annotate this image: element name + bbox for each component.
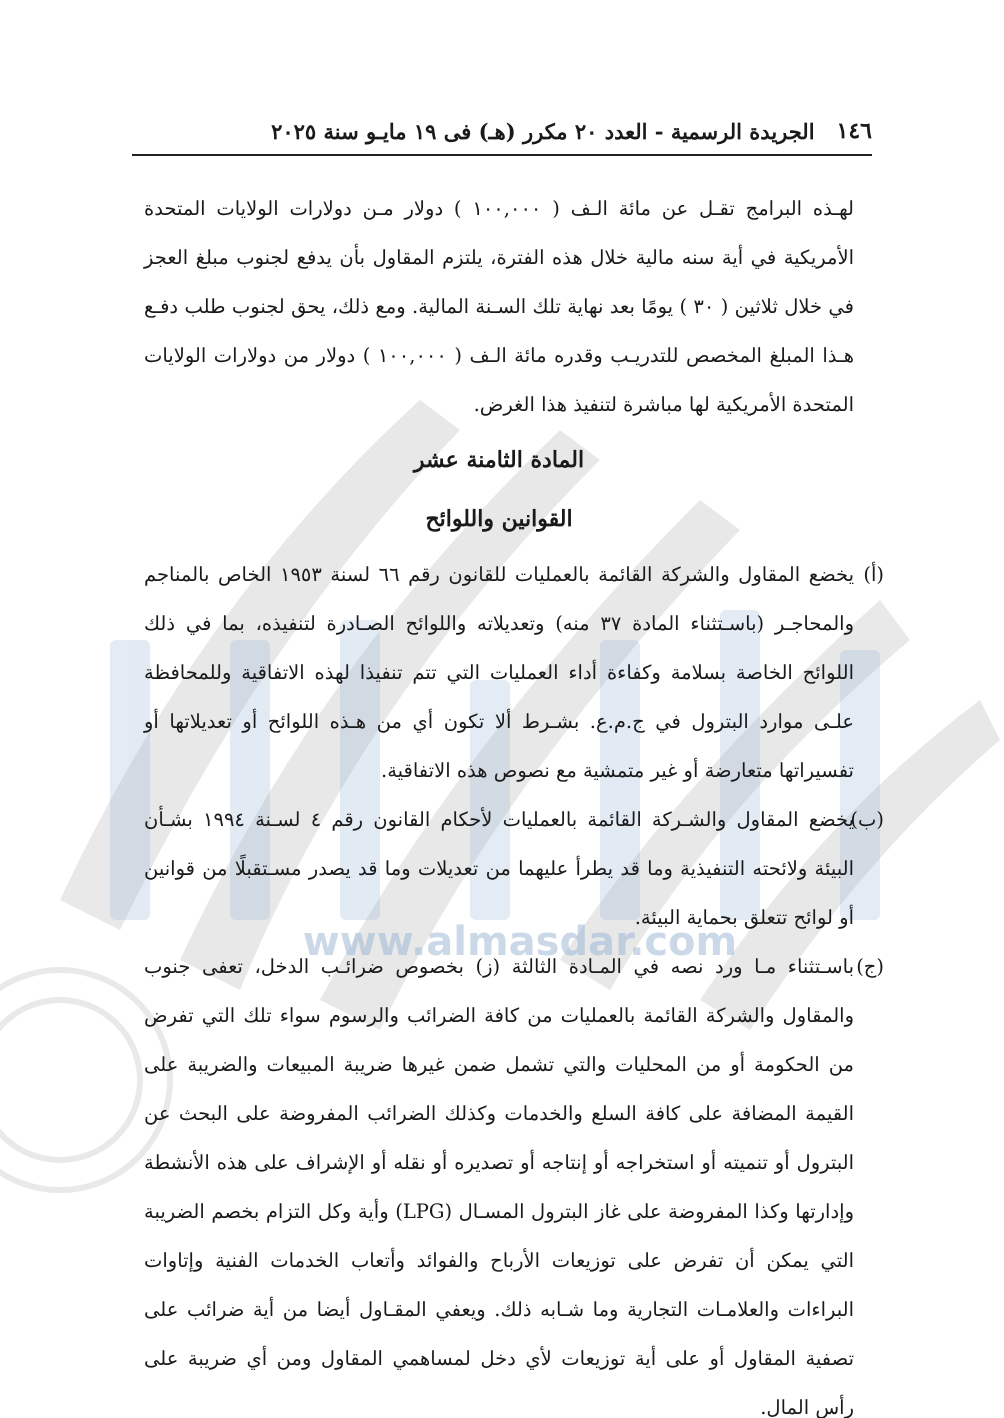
gazette-title: الجريدة الرسمية - العدد ٢٠ مكرر (هـ) فى ١٩ مايـو سنة ٢٠٢٥ — [271, 118, 815, 144]
document-body — [144, 184, 884, 1418]
article-heading: المادة الثامنة عشر — [413, 447, 585, 473]
clause-c — [144, 942, 884, 1418]
clause-text: يخضع المقاول والشركة القائمة بالعمليات للقانون رقم ٦٦ لسنة ١٩٥٣ الخاص بالمناجم والمحاجـر (باسـتثناء المادة ٣٧ منه) وتعديلاته واللوائح الصـادرة لتنفيذه، بما في ذلك اللوائح الخاصة بسلامة وكفاءة أداء العمليات التي تتم تنفيذا لهذه الاتفاقية وللمحافظة علـى موارد البترول في ج.م.ع. بشـرط ألا تكون أي من هـذه اللوائح أو تعديلاتها أو تفسيراتها متعارضة أو غير متمشية مع نصوص هذه الاتفاقية. — [144, 563, 855, 782]
intro-paragraph: لهـذه البرامج تقـل عن مائة الـف ( ١٠٠,٠٠٠ ) دولار مـن دولارات الولايات المتحدة الأمريكية في أية سنه مالية خلال هذه الفترة، يلتزم المقاول بأن يدفع لجنوب مبلغ العجز في خلال ثلاثين ( ٣٠ ) يومًا بعد نهاية تلك السـنة المالية. ومع ذلك، يحق لجنوب طلب دفـع هـذا المبلغ المخصص للتدريـب وقدره مائة الـف ( ١٠٠,٠٠٠ ) دولار من دولارات الولايات المتحدة الأمريكية لها مباشرة لتنفيذ هذا الغرض. — [144, 197, 854, 416]
clause-marker: (ب) — [850, 808, 884, 831]
clause-marker: (ج) — [856, 955, 884, 978]
page-number: ١٤٦ — [836, 118, 872, 144]
clause-text: يخضع المقاول والشـركة القائمة بالعمليات لأحكام القانون رقم ٤ لسـنة ١٩٩٤ بشـأن البيئة ولائحته التنفيذية وما قد يطرأ عليهما من تعديلات وما قد يصدر مسـتقبلًا من قوانين أو لوائح تتعلق بحماية البيئة. — [144, 808, 855, 929]
clause-text: باسـتثناء مـا ورد نصه في المـادة الثالثة (ز) بخصوص ضرائـب الدخل، تعفى جنوب والمقاول والشركة القائمة بالعمليات من كافة الضرائب والرسوم سواء تلك التي تفرض من الحكومة أو من المحليات والتي تشمل ضمن غيرها ضريبة المبيعات والضريبة على القيمة المضافة على كافة السلع والخدمات وكذلك الضرائب المفروضة على البحث عن البترول أو تنميته أو استخراجه أو إنتاجه أو تصديره أو نقله أو الإشراف على هذه الأنشطة وإدارتها وكذا المفروضة على غاز البترول المسـال (LPG) وأية وكل التزام بخصم الضريبة التي يمكن أن تفرض على توزيعات الأرباح والفوائد وأتعاب الخدمات الفنية وإتاوات البراءات والعلامـات التجارية وما شـابه ذلك. ويعفي المقـاول أيضا من أية ضرائب على تصفية المقاول أو على أية توزيعات لأي دخل لمساهمي المقاول ومن أي ضريبة على رأس المال. — [144, 955, 854, 1418]
clause-b — [144, 795, 884, 942]
watermark-site-text: www.almasdar.com — [302, 919, 738, 965]
article-subheading: القوانين واللوائح — [425, 506, 573, 532]
clause-marker: (أ) — [863, 563, 884, 586]
clause-a — [144, 550, 884, 795]
page-header — [132, 108, 872, 156]
